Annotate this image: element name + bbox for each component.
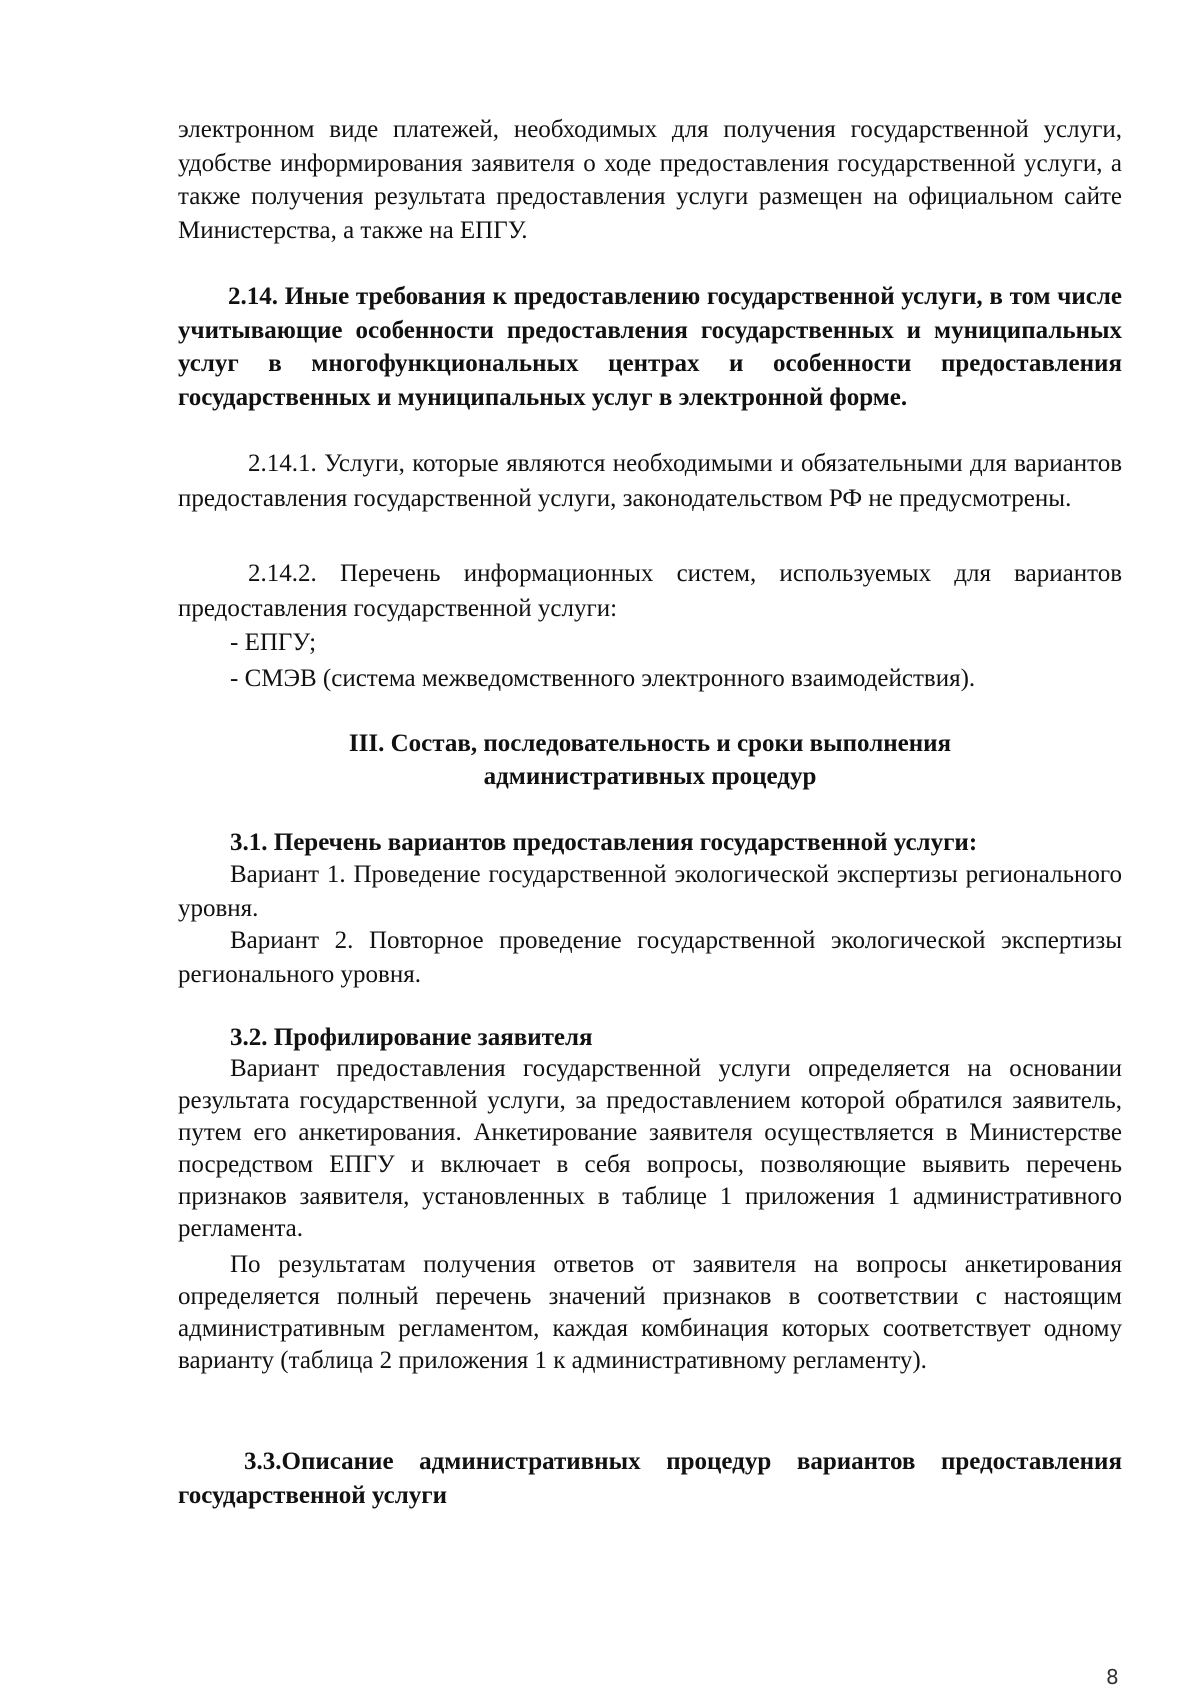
section-3-title-line-1: III. Состав, последовательность и сроки выполнения <box>348 730 952 757</box>
section-3-2-paragraph-2: По результатам получения ответов от заявителя на вопросы анкетирования определяется полный перечень значений признаков в соответствии с настоящим административным регламентом, каждая комбинация которых соответствует одному варианту (таблица 2 приложения 1 к административному регламенту). <box>178 1251 1122 1374</box>
section-3-title-line-2: административных процедур <box>483 763 817 790</box>
section-3-1-heading: 3.1. Перечень вариантов предоставления государственной услуги: <box>230 829 978 856</box>
list-item-epgu: - ЕПГУ; <box>230 629 317 656</box>
section-3-2-paragraph-1: Вариант предоставления государственной услуги определяется на основании результата государственной услуги, за предоставлением которой обратился заявитель, путем его анкетирования. Анкетирование заявителя осуществляется в Министерстве посредством ЕПГУ и включает в себя вопросы, позволяющие выявить перечень признаков заявителя, установленных в таблице 1 приложения 1 административного регламента. <box>178 1055 1122 1242</box>
item-2-14-2: 2.14.2. Перечень информационных систем, используемых для вариантов предоставления государственной услуги: <box>178 560 1122 622</box>
section-3-3-heading: 3.3.Описание административных процедур вариантов предоставления государственной услуги <box>178 1448 1122 1509</box>
list-item-smev: - СМЭВ (система межведомственного электронного взаимодействия). <box>230 665 976 692</box>
page-number: 8 <box>1106 1665 1119 1689</box>
section-3-2-heading: 3.2. Профилирование заявителя <box>230 1024 593 1051</box>
item-2-14-1: 2.14.1. Услуги, которые являются необходимыми и обязательными для вариантов предоставления государственной услуги, законодательством РФ не предусмотрены. <box>178 450 1122 512</box>
section-2-14-heading: 2.14. Иные требования к предоставлению государственной услуги, в том числе учитывающие особенности предоставления государственных и муниципальных услуг в многофункциональных центрах и особенности предоставления государственных и муниципальных услуг в электронной форме. <box>178 283 1122 411</box>
variant-1: Вариант 1. Проведение государственной экологической экспертизы регионального уровня. <box>178 861 1122 922</box>
intro-paragraph: электронном виде платежей, необходимых для получения государственной услуги, удобстве информирования заявителя о ходе предоставления государственной услуги, а также получения результата предоставления услуги размещен на официальном сайте Министерства, а также на ЕПГУ. <box>178 116 1122 244</box>
section-3-title <box>178 727 1122 793</box>
variant-2: Вариант 2. Повторное проведение государственной экологической экспертизы регионального уровня. <box>178 927 1122 988</box>
